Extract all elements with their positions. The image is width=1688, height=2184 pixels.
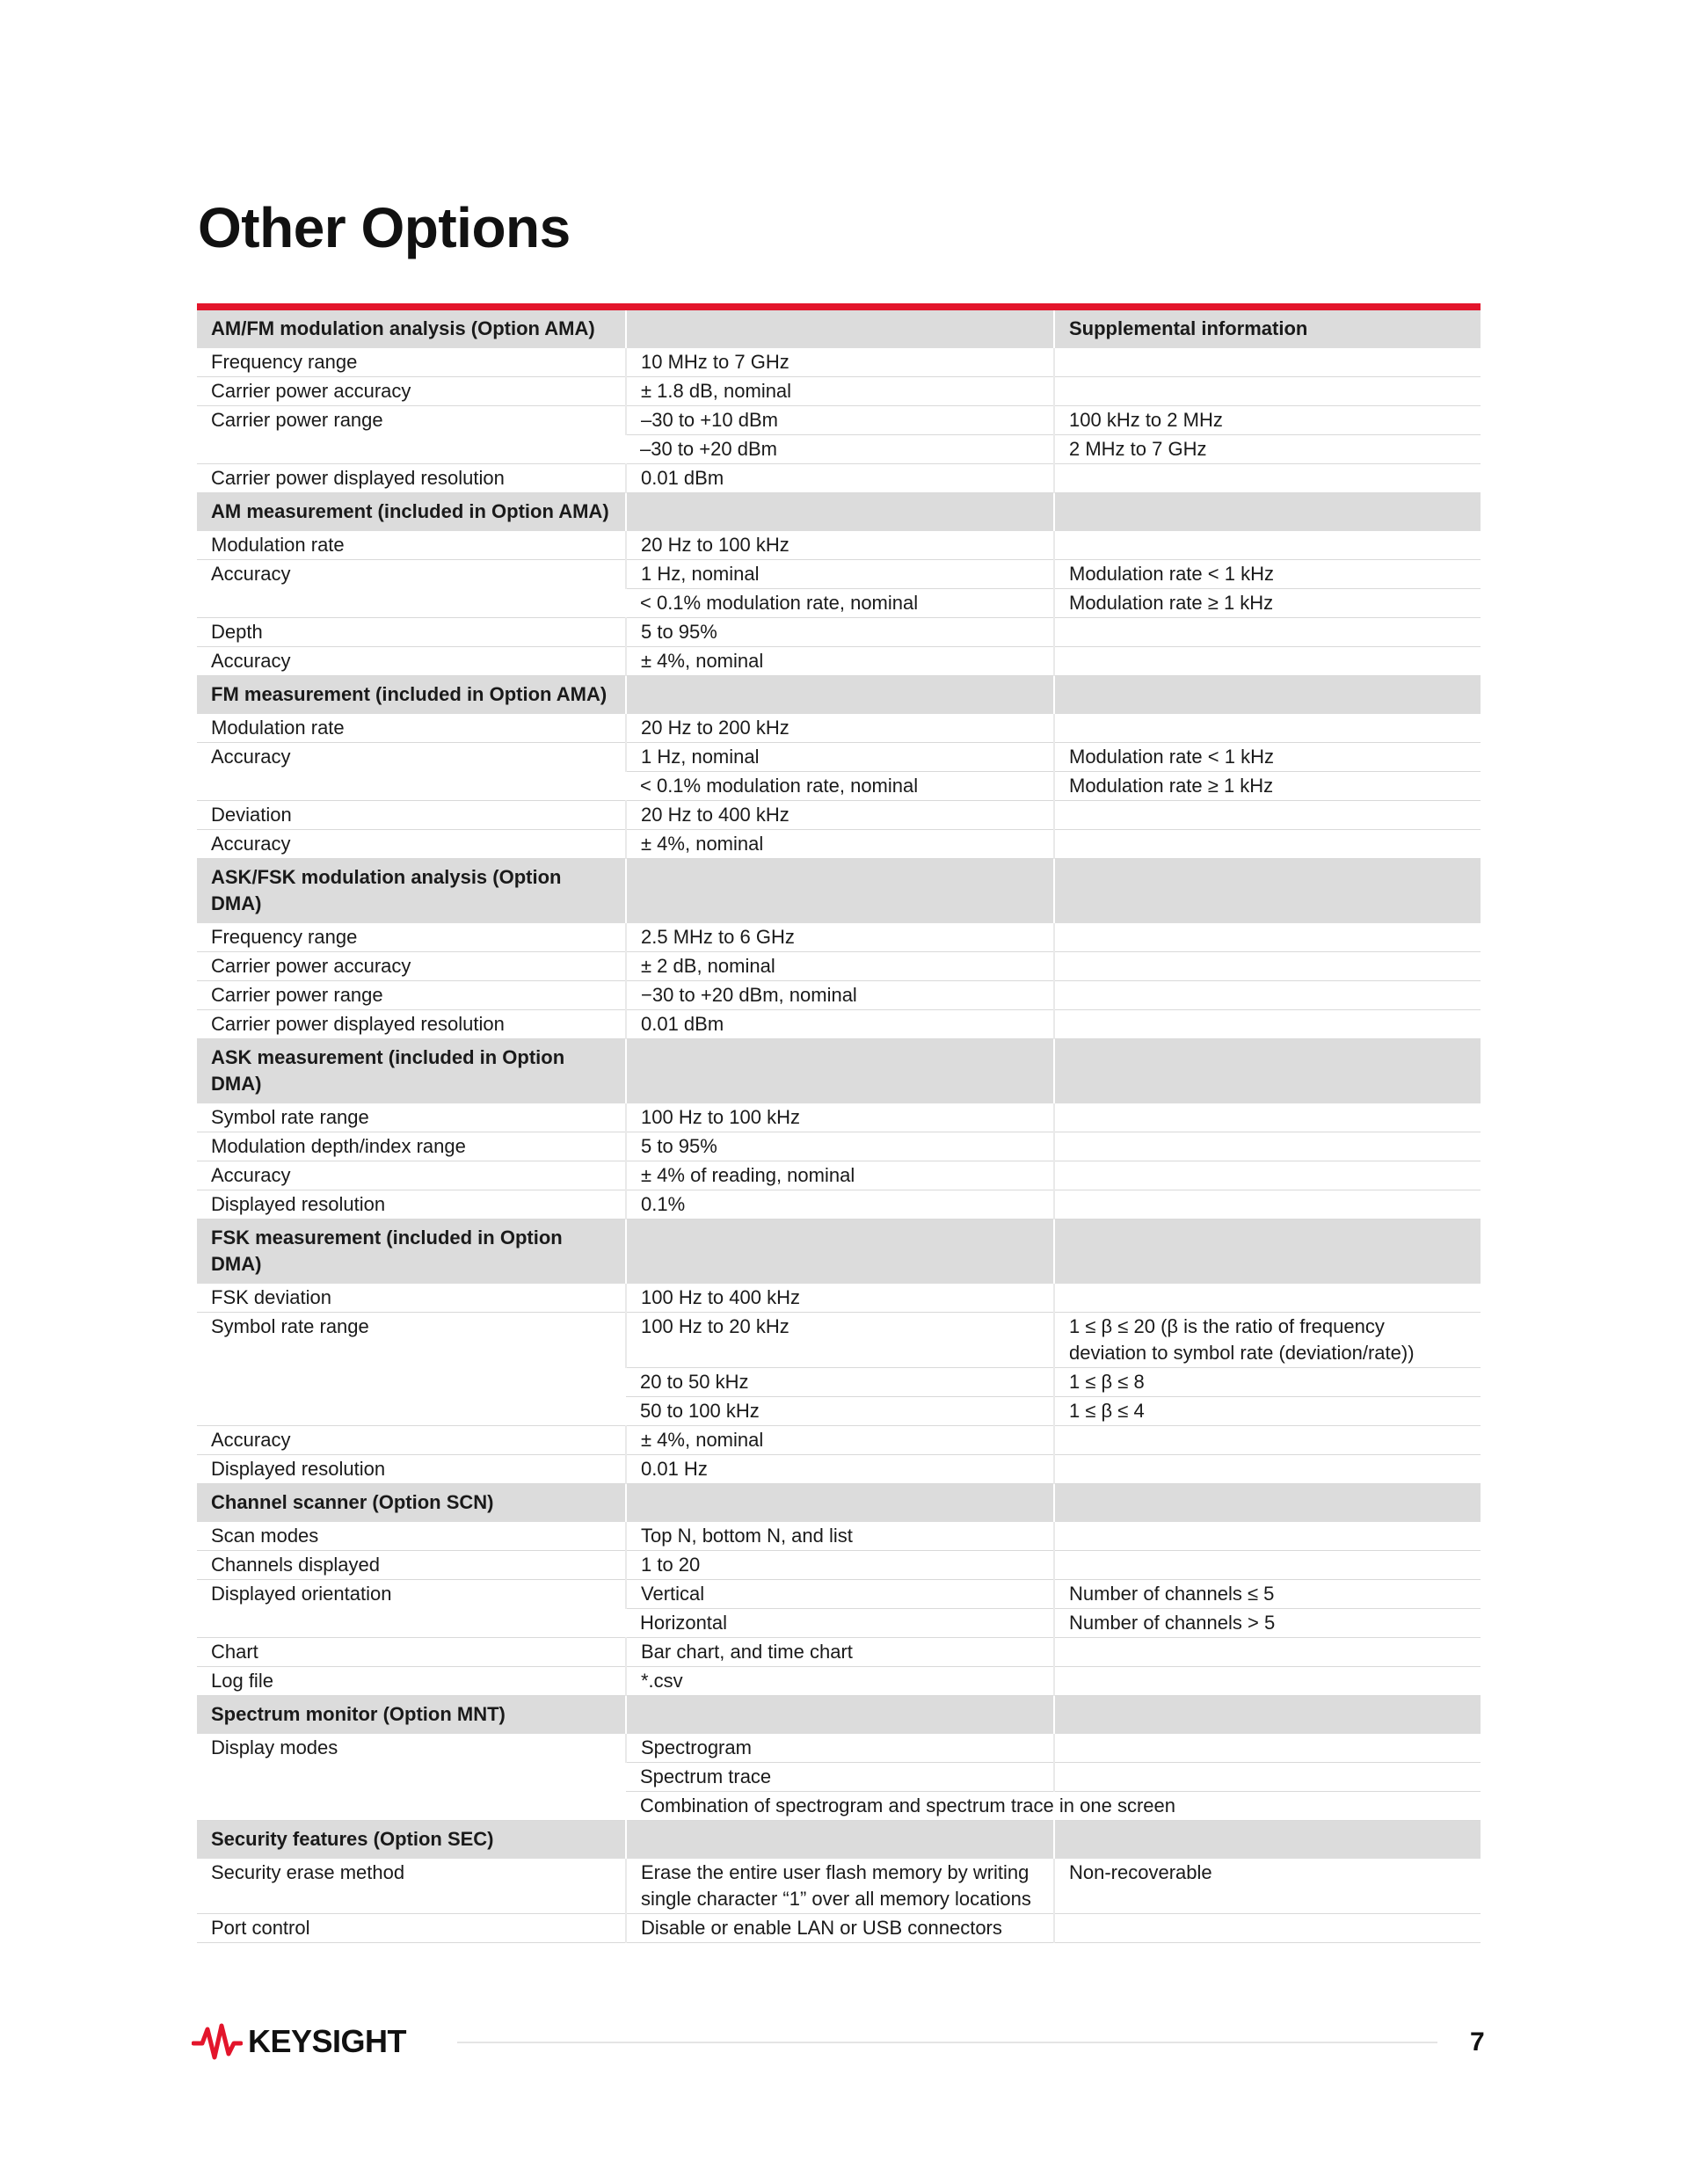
table-row <box>197 1522 1481 1551</box>
value-cell: 2.5 MHz to 6 GHz <box>626 923 1054 952</box>
supplemental-cell <box>1054 348 1481 377</box>
supplemental-cell <box>1054 714 1481 743</box>
value-cell: 100 Hz to 20 kHz <box>626 1313 1054 1368</box>
parameter-cell: Spectrum monitor (Option MNT) <box>197 1696 626 1734</box>
value-cell <box>626 1039 1054 1103</box>
table-row <box>197 743 1481 772</box>
table-row <box>197 1667 1481 1696</box>
value-cell: ± 2 dB, nominal <box>626 952 1054 981</box>
parameter-cell: AM measurement (included in Option AMA) <box>197 493 626 531</box>
supplemental-cell <box>1054 1522 1481 1551</box>
supplemental-cell: Number of channels > 5 <box>1054 1609 1481 1638</box>
parameter-cell: FSK deviation <box>197 1284 626 1313</box>
supplemental-cell <box>1054 1696 1481 1734</box>
supplemental-cell: 1 ≤ β ≤ 20 (β is the ratio of frequency deviation to symbol rate (deviation/rate)) <box>1054 1313 1481 1368</box>
parameter-cell: ASK measurement (included in Option DMA) <box>197 1039 626 1103</box>
supplemental-cell <box>1054 1667 1481 1696</box>
supplemental-cell <box>1054 1455 1481 1484</box>
table-row <box>197 1914 1481 1943</box>
supplemental-cell <box>1054 464 1481 493</box>
table-row <box>197 952 1481 981</box>
parameter-cell: Carrier power displayed resolution <box>197 1010 626 1039</box>
table-row <box>197 1580 1481 1609</box>
parameter-cell: Carrier power displayed resolution <box>197 464 626 493</box>
supplemental-cell <box>1054 1821 1481 1859</box>
value-cell: Erase the entire user flash memory by writing single character “1” over all memory locations <box>626 1859 1054 1914</box>
supplemental-cell <box>1054 859 1481 923</box>
supplemental-cell <box>1054 1763 1481 1792</box>
parameter-cell: Depth <box>197 618 626 647</box>
supplemental-cell <box>1054 1284 1481 1313</box>
value-cell <box>626 1821 1054 1859</box>
section-header-row <box>197 1821 1481 1859</box>
table-row <box>197 647 1481 676</box>
table-row <box>197 1161 1481 1190</box>
supplemental-cell: Modulation rate ≥ 1 kHz <box>1054 772 1481 801</box>
parameter-cell: Modulation rate <box>197 531 626 560</box>
supplemental-cell <box>1054 1103 1481 1132</box>
supplemental-cell: 1 ≤ β ≤ 8 <box>1054 1368 1481 1397</box>
table-row <box>197 406 1481 435</box>
value-cell: ± 4%, nominal <box>626 830 1054 859</box>
table-row <box>197 1190 1481 1219</box>
table-row <box>197 923 1481 952</box>
parameter-cell: Carrier power accuracy <box>197 952 626 981</box>
supplemental-cell: Modulation rate < 1 kHz <box>1054 743 1481 772</box>
section-header-row <box>197 676 1481 714</box>
value-cell: Horizontal <box>626 1609 1054 1638</box>
value-cell: −30 to +20 dBm, nominal <box>626 981 1054 1010</box>
value-cell: 20 Hz to 200 kHz <box>626 714 1054 743</box>
parameter-cell: Accuracy <box>197 1426 626 1455</box>
value-cell <box>626 1484 1054 1522</box>
table-row <box>197 1859 1481 1914</box>
parameter-cell: Accuracy <box>197 560 626 618</box>
page-title: Other Options <box>198 196 571 259</box>
table-row <box>197 1103 1481 1132</box>
value-cell: Vertical <box>626 1580 1054 1609</box>
value-cell <box>626 859 1054 923</box>
supplemental-cell: Number of channels ≤ 5 <box>1054 1580 1481 1609</box>
supplemental-cell <box>1054 830 1481 859</box>
value-cell: Top N, bottom N, and list <box>626 1522 1054 1551</box>
parameter-cell: Carrier power range <box>197 981 626 1010</box>
value-cell <box>626 676 1054 714</box>
supplemental-cell: 2 MHz to 7 GHz <box>1054 435 1481 464</box>
keysight-wave-icon <box>192 2022 243 2061</box>
parameter-cell: FM measurement (included in Option AMA) <box>197 676 626 714</box>
supplemental-cell <box>1054 1551 1481 1580</box>
value-cell: 5 to 95% <box>626 618 1054 647</box>
spec-table-body <box>197 307 1481 1943</box>
value-cell: ± 4% of reading, nominal <box>626 1161 1054 1190</box>
section-header-row <box>197 493 1481 531</box>
supplemental-cell <box>1054 676 1481 714</box>
table-row <box>197 1551 1481 1580</box>
table-row <box>197 981 1481 1010</box>
parameter-cell: Accuracy <box>197 830 626 859</box>
parameter-cell: Log file <box>197 1667 626 1696</box>
value-cell <box>626 1696 1054 1734</box>
value-cell: 100 Hz to 100 kHz <box>626 1103 1054 1132</box>
table-row <box>197 1426 1481 1455</box>
section-header-row <box>197 1219 1481 1284</box>
supplemental-cell: 1 ≤ β ≤ 4 <box>1054 1397 1481 1426</box>
value-cell: Disable or enable LAN or USB connectors <box>626 1914 1054 1943</box>
supplemental-cell <box>1054 801 1481 830</box>
supplemental-cell <box>1054 377 1481 406</box>
table-row <box>197 830 1481 859</box>
table-row <box>197 1734 1481 1763</box>
value-cell: 1 to 20 <box>626 1551 1054 1580</box>
table-row <box>197 618 1481 647</box>
value-cell <box>626 493 1054 531</box>
value-cell <box>626 1219 1054 1284</box>
value-cell: < 0.1% modulation rate, nominal <box>626 589 1054 618</box>
value-cell: ± 1.8 dB, nominal <box>626 377 1054 406</box>
value-cell <box>626 307 1054 348</box>
supplemental-cell <box>1054 952 1481 981</box>
supplemental-cell <box>1054 1914 1481 1943</box>
value-cell: 0.1% <box>626 1190 1054 1219</box>
value-cell: 0.01 Hz <box>626 1455 1054 1484</box>
supplemental-cell <box>1054 1484 1481 1522</box>
value-cell: ± 4%, nominal <box>626 1426 1054 1455</box>
section-header-row <box>197 1484 1481 1522</box>
value-cell: ± 4%, nominal <box>626 647 1054 676</box>
value-cell: < 0.1% modulation rate, nominal <box>626 772 1054 801</box>
supplemental-cell <box>1054 1190 1481 1219</box>
supplemental-cell <box>1054 1734 1481 1763</box>
value-cell: –30 to +10 dBm <box>626 406 1054 435</box>
parameter-cell: Symbol rate range <box>197 1313 626 1426</box>
section-header-row <box>197 307 1481 348</box>
parameter-cell: ASK/FSK modulation analysis (Option DMA) <box>197 859 626 923</box>
parameter-cell: Channel scanner (Option SCN) <box>197 1484 626 1522</box>
parameter-cell: Modulation depth/index range <box>197 1132 626 1161</box>
section-header-row <box>197 1696 1481 1734</box>
value-cell: 1 Hz, nominal <box>626 560 1054 589</box>
supplemental-cell: Non-recoverable <box>1054 1859 1481 1914</box>
table-row <box>197 348 1481 377</box>
parameter-cell: Symbol rate range <box>197 1103 626 1132</box>
table-row <box>197 1010 1481 1039</box>
supplemental-cell <box>1054 1638 1481 1667</box>
value-cell: 5 to 95% <box>626 1132 1054 1161</box>
options-spec-table <box>197 303 1481 1943</box>
supplemental-cell: Modulation rate ≥ 1 kHz <box>1054 589 1481 618</box>
supplemental-cell: Modulation rate < 1 kHz <box>1054 560 1481 589</box>
value-cell: 20 to 50 kHz <box>626 1368 1054 1397</box>
page-number: 7 <box>1470 2027 1485 2057</box>
value-cell: 10 MHz to 7 GHz <box>626 348 1054 377</box>
parameter-cell: Displayed resolution <box>197 1190 626 1219</box>
table-row <box>197 464 1481 493</box>
parameter-cell: Accuracy <box>197 647 626 676</box>
supplemental-cell <box>1054 531 1481 560</box>
value-cell: 0.01 dBm <box>626 464 1054 493</box>
footer-divider <box>457 2042 1437 2043</box>
section-header-row <box>197 1039 1481 1103</box>
value-cell: 0.01 dBm <box>626 1010 1054 1039</box>
value-cell: Combination of spectrogram and spectrum trace in one screen <box>626 1792 1481 1821</box>
value-cell: Spectrum trace <box>626 1763 1054 1792</box>
parameter-cell: Deviation <box>197 801 626 830</box>
table-row <box>197 1638 1481 1667</box>
parameter-cell: Frequency range <box>197 923 626 952</box>
value-cell: 1 Hz, nominal <box>626 743 1054 772</box>
supplemental-cell <box>1054 923 1481 952</box>
table-row <box>197 1455 1481 1484</box>
supplemental-cell: Supplemental information <box>1054 307 1481 348</box>
parameter-cell: FSK measurement (included in Option DMA) <box>197 1219 626 1284</box>
parameter-cell: Modulation rate <box>197 714 626 743</box>
parameter-cell: Security erase method <box>197 1859 626 1914</box>
value-cell: *.csv <box>626 1667 1054 1696</box>
supplemental-cell <box>1054 618 1481 647</box>
value-cell: 20 Hz to 100 kHz <box>626 531 1054 560</box>
table-row <box>197 801 1481 830</box>
parameter-cell: Carrier power range <box>197 406 626 464</box>
parameter-cell: Channels displayed <box>197 1551 626 1580</box>
table-row <box>197 560 1481 589</box>
value-cell: Spectrogram <box>626 1734 1054 1763</box>
parameter-cell: Displayed orientation <box>197 1580 626 1638</box>
brand-name: KEYSIGHT <box>248 2023 407 2059</box>
parameter-cell: Port control <box>197 1914 626 1943</box>
supplemental-cell: 100 kHz to 2 MHz <box>1054 406 1481 435</box>
table-row <box>197 1132 1481 1161</box>
table-row <box>197 377 1481 406</box>
supplemental-cell <box>1054 1132 1481 1161</box>
parameter-cell: Frequency range <box>197 348 626 377</box>
parameter-cell: Chart <box>197 1638 626 1667</box>
supplemental-cell <box>1054 1039 1481 1103</box>
supplemental-cell <box>1054 981 1481 1010</box>
supplemental-cell <box>1054 1426 1481 1455</box>
parameter-cell: Scan modes <box>197 1522 626 1551</box>
value-cell: –30 to +20 dBm <box>626 435 1054 464</box>
parameter-cell: Security features (Option SEC) <box>197 1821 626 1859</box>
value-cell: 100 Hz to 400 kHz <box>626 1284 1054 1313</box>
table-row <box>197 531 1481 560</box>
parameter-cell: Accuracy <box>197 743 626 801</box>
parameter-cell: Display modes <box>197 1734 626 1821</box>
value-cell: Bar chart, and time chart <box>626 1638 1054 1667</box>
parameter-cell: Displayed resolution <box>197 1455 626 1484</box>
supplemental-cell <box>1054 1010 1481 1039</box>
parameter-cell: Accuracy <box>197 1161 626 1190</box>
section-header-row <box>197 859 1481 923</box>
supplemental-cell <box>1054 647 1481 676</box>
value-cell: 20 Hz to 400 kHz <box>626 801 1054 830</box>
table-row <box>197 1313 1481 1368</box>
table-row <box>197 1284 1481 1313</box>
supplemental-cell <box>1054 1161 1481 1190</box>
value-cell: 50 to 100 kHz <box>626 1397 1054 1426</box>
supplemental-cell <box>1054 493 1481 531</box>
table-row <box>197 714 1481 743</box>
parameter-cell: Carrier power accuracy <box>197 377 626 406</box>
keysight-logo <box>192 2022 406 2061</box>
parameter-cell: AM/FM modulation analysis (Option AMA) <box>197 307 626 348</box>
supplemental-cell <box>1054 1219 1481 1284</box>
